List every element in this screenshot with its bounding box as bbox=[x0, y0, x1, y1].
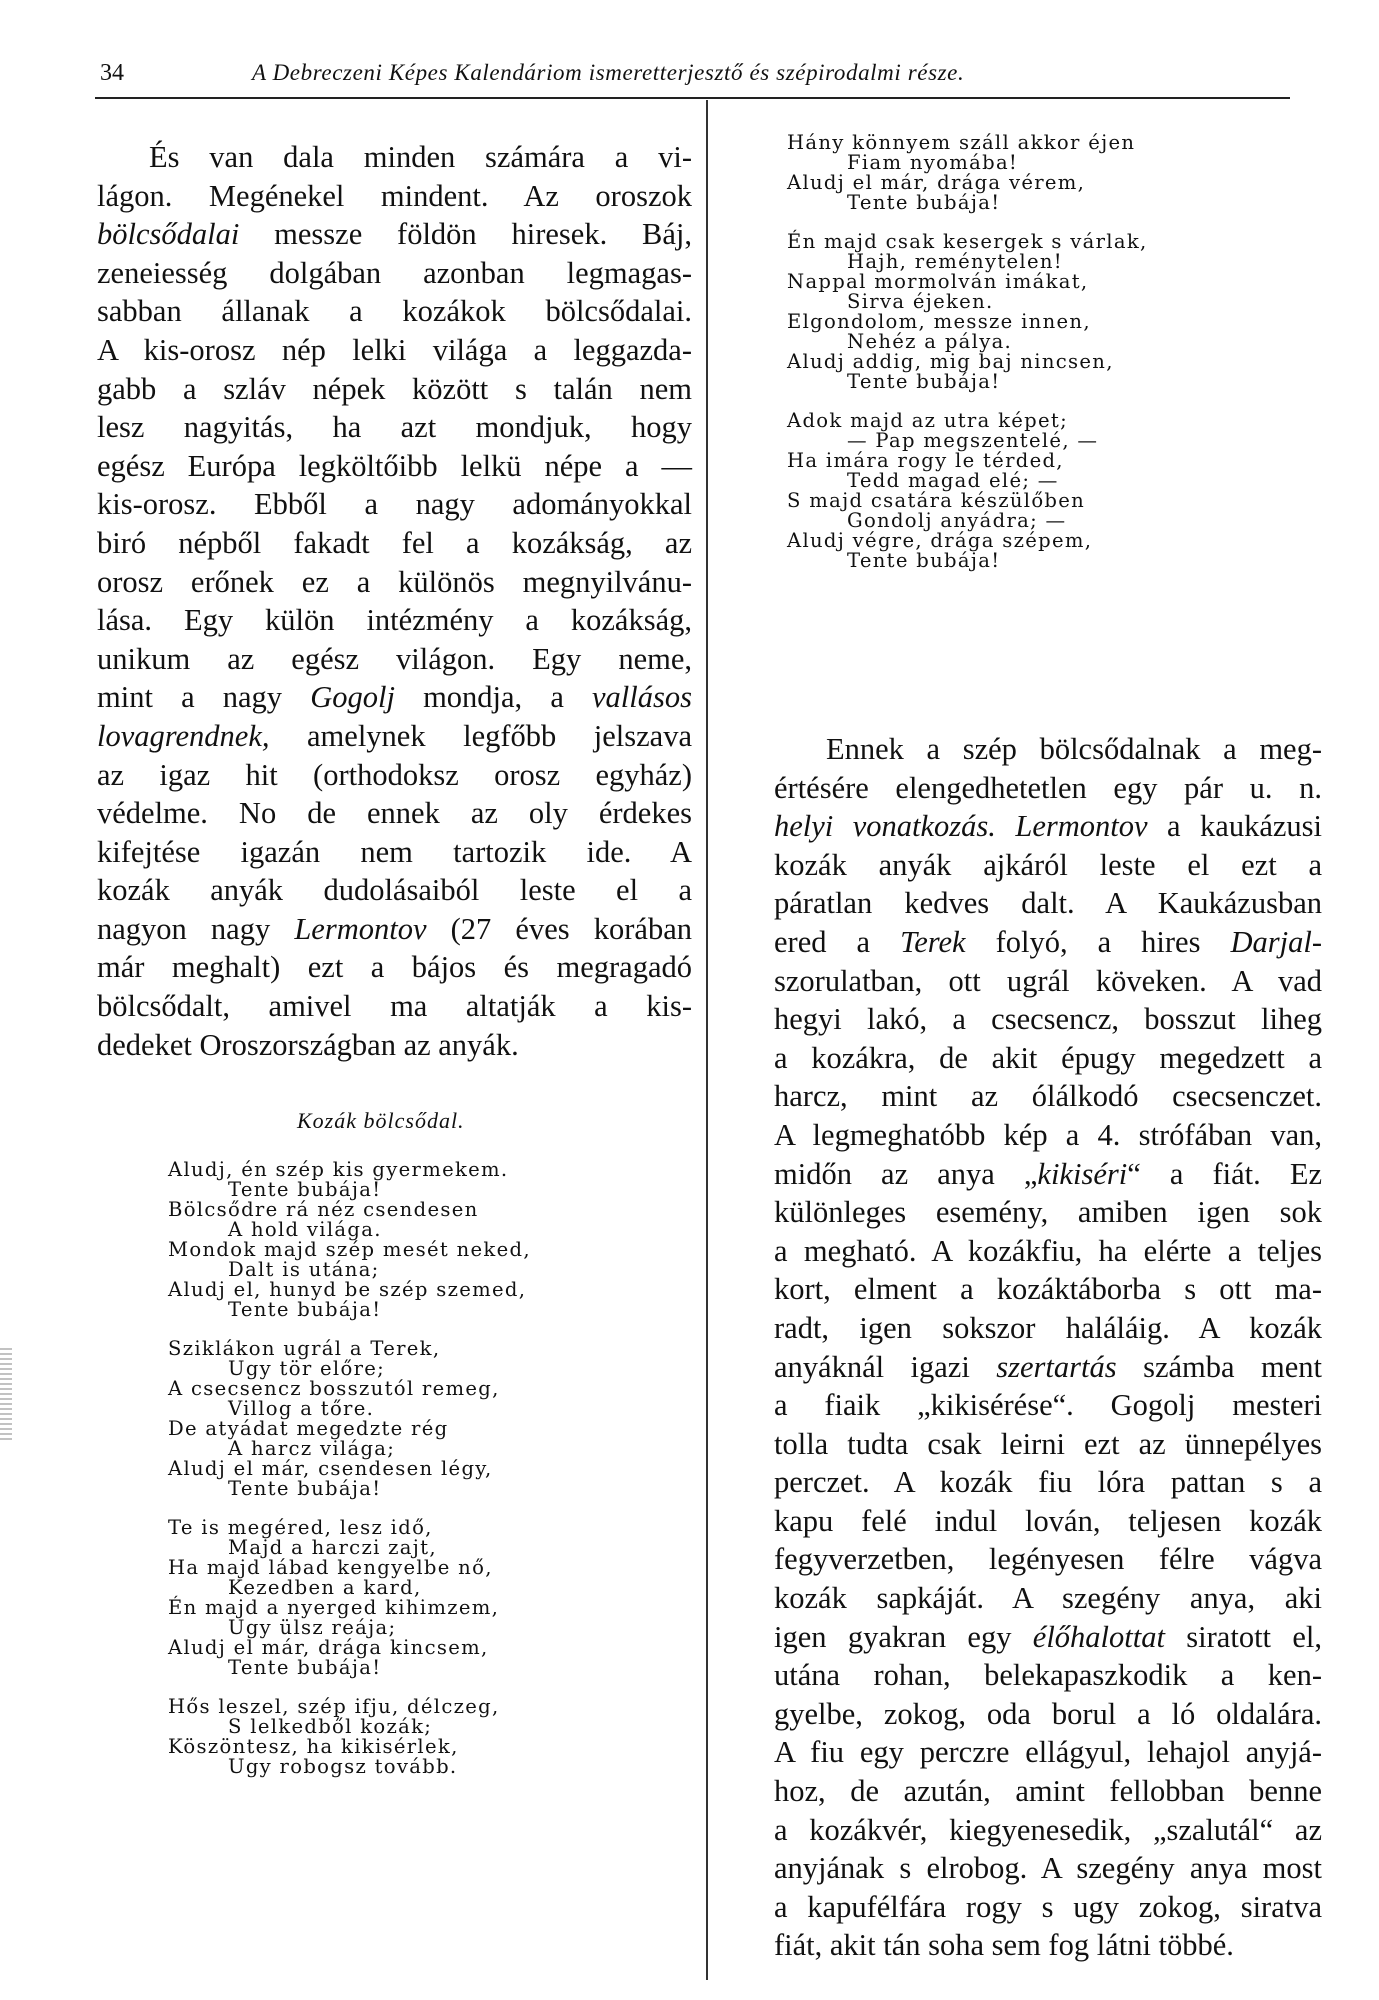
text-line bbox=[774, 1193, 1322, 1232]
text-line bbox=[97, 871, 692, 910]
text-line bbox=[97, 1026, 692, 1065]
text-run: tolla tudta csak leirni ezt az ünnepélyes bbox=[774, 1426, 1322, 1461]
poem-line: Elgondolom, messze innen, bbox=[787, 310, 1091, 333]
text-line bbox=[774, 1000, 1322, 1039]
text-run: a megható. A kozákfiu, ha elérte a teljes bbox=[774, 1233, 1322, 1268]
poem-line: Sirva éjeken. bbox=[847, 290, 994, 313]
text-line bbox=[774, 884, 1322, 923]
poem-line: Hős leszel, szép ifju, délczeg, bbox=[168, 1695, 500, 1718]
text-line bbox=[774, 846, 1322, 885]
left-column-text bbox=[97, 138, 692, 1064]
italic-run: szertartás bbox=[996, 1349, 1117, 1384]
poem-line: Majd a harczi zajt, bbox=[228, 1536, 437, 1559]
poem-line: Tente bubája! bbox=[228, 1656, 382, 1679]
text-line bbox=[774, 1733, 1322, 1772]
poem-line: A hold világa. bbox=[228, 1218, 382, 1241]
poem-line: Tente bubája! bbox=[228, 1178, 382, 1201]
running-title: A Debreczeni Képes Kalendáriom ismeretterjesztő és szépirodalmi része. bbox=[252, 60, 965, 85]
text-run: a kozákra, de akit épugy megedzett a bbox=[774, 1040, 1322, 1075]
text-line bbox=[97, 447, 692, 486]
poem-line: Nappal mormolván imákat, bbox=[787, 270, 1089, 293]
text-run: a kapufélfára rogy s ugy zokog, siratva bbox=[774, 1889, 1322, 1924]
poem-line: Tedd magad elé; — bbox=[847, 469, 1059, 492]
text-line bbox=[774, 1425, 1322, 1464]
text-run: igen gyakran egy bbox=[774, 1619, 1033, 1654]
poem-left-column bbox=[168, 1160, 531, 1796]
poem-stanza bbox=[168, 1518, 531, 1678]
text-run: kapu felé indul lován, teljesen kozák bbox=[774, 1503, 1322, 1538]
text-run: radt, igen sokszor haláláig. A kozák bbox=[774, 1310, 1322, 1345]
poem-line: Bölcsődre rá néz csendesen bbox=[168, 1198, 479, 1221]
text-run: hegyi lakó, a csecsencz, bosszut liheg bbox=[774, 1002, 1322, 1037]
text-run: kozák anyák dudolásaiból leste el a bbox=[97, 873, 692, 908]
text-line bbox=[774, 1579, 1322, 1618]
italic-run: kikiséri bbox=[1037, 1156, 1128, 1191]
text-run: fiát, akit tán soha sem fog látni többé. bbox=[774, 1928, 1234, 1963]
poem-line: Köszöntesz, ha kikisérlek, bbox=[168, 1735, 459, 1758]
poem-line: — Pap megszentelé, — bbox=[847, 429, 1099, 452]
text-run: kis-orosz. Ebből a nagy adományokkal bbox=[97, 487, 692, 522]
column-divider bbox=[706, 100, 708, 1980]
poem-line: A csecsencz bosszutól remeg, bbox=[168, 1377, 500, 1400]
text-run: (27 éves korában bbox=[426, 911, 692, 946]
text-run: anyjának s elrobog. A szegény anya most bbox=[774, 1851, 1322, 1886]
italic-run: Gogolj bbox=[310, 680, 395, 715]
text-line bbox=[97, 408, 692, 447]
poem-line: Aludj el már, csendesen légy, bbox=[168, 1457, 493, 1480]
text-line bbox=[97, 138, 692, 177]
scan-artifact bbox=[0, 1345, 12, 1440]
poem-stanza bbox=[787, 133, 1148, 213]
text-line bbox=[774, 1849, 1322, 1888]
poem-line: Villog a tőre. bbox=[228, 1397, 375, 1420]
text-line bbox=[774, 1888, 1322, 1927]
text-run: lágon. Megénekel mindent. Az oroszok bbox=[97, 178, 692, 213]
text-run: páratlan kedves dalt. A Kaukázusban bbox=[774, 886, 1322, 921]
text-run: A legmeghatóbb kép a 4. strófában van, bbox=[774, 1117, 1322, 1152]
text-run: hoz, de azután, amint fellobban benne bbox=[774, 1774, 1322, 1809]
text-run: orosz erőnek ez a különös megnyilvánu- bbox=[97, 564, 692, 599]
text-line bbox=[774, 923, 1322, 962]
poem-line: Ugy robogsz tovább. bbox=[228, 1755, 458, 1778]
text-run: mint a nagy bbox=[97, 680, 311, 715]
poem-line: Aludj végre, drága szépem, bbox=[787, 529, 1093, 552]
text-run: már meghalt) ezt a bájos és megragadó bbox=[97, 950, 692, 985]
poem-stanza bbox=[168, 1160, 531, 1320]
text-run: utána rohan, belekapaszkodik a ken- bbox=[774, 1658, 1322, 1693]
text-run: kort, elment a kozáktáborba s ott ma- bbox=[774, 1272, 1322, 1307]
text-line bbox=[774, 1116, 1322, 1155]
text-line bbox=[97, 678, 692, 717]
poem-line: Aludj el, hunyd be szép szemed, bbox=[168, 1278, 527, 1301]
text-run: amelynek legfőbb jelszava bbox=[269, 718, 692, 753]
text-run: A fiu egy perczre ellágyul, lehajol anyjá- bbox=[774, 1735, 1322, 1770]
poem-line: A harcz világa; bbox=[228, 1437, 396, 1460]
text-line bbox=[774, 1309, 1322, 1348]
right-column-text bbox=[774, 730, 1322, 1965]
text-line bbox=[97, 948, 692, 987]
poem-line: Ugy tör előre; bbox=[228, 1357, 386, 1380]
italic-run: élőhalottat bbox=[1032, 1619, 1165, 1654]
text-line bbox=[97, 370, 692, 409]
text-line bbox=[97, 794, 692, 833]
text-line bbox=[774, 1077, 1322, 1116]
text-run: gabb a szláv népek között s talán nem bbox=[97, 371, 692, 406]
poem-line: Én majd a nyerged kihimzem, bbox=[168, 1596, 500, 1619]
text-run: védelme. No de ennek az oly érdekes bbox=[97, 796, 692, 831]
poem-line: Mondok majd szép mesét neked, bbox=[168, 1238, 531, 1261]
poem-line: S majd csatára készülőben bbox=[787, 489, 1086, 512]
text-line bbox=[97, 177, 692, 216]
poem-line: Adok majd az utra képet; bbox=[787, 409, 1068, 432]
text-run: a kaukázusi bbox=[1147, 809, 1322, 844]
poem-line: S lelkedből kozák; bbox=[228, 1715, 433, 1738]
poem-line: Sziklákon ugrál a Terek, bbox=[168, 1337, 441, 1360]
poem-line: Aludj el már, drága vérem, bbox=[787, 171, 1086, 194]
text-run: midőn az anya „ bbox=[774, 1156, 1038, 1191]
poem-line: Kezedben a kard, bbox=[228, 1576, 422, 1599]
text-run: zeneiesség dolgában azonban legmagas- bbox=[97, 255, 692, 290]
text-line bbox=[97, 563, 692, 602]
text-line bbox=[774, 1232, 1322, 1271]
page-number: 34 bbox=[100, 60, 124, 86]
header-bar bbox=[100, 60, 1285, 96]
poem-line: Hajh, reménytelen! bbox=[847, 250, 1063, 273]
text-run: szorulatban, ott ugrál köveken. A vad bbox=[774, 963, 1322, 998]
italic-run: bölcsődalai bbox=[97, 217, 240, 252]
poem-line: Hány könnyem száll akkor éjen bbox=[787, 131, 1136, 154]
text-line bbox=[774, 1656, 1322, 1695]
text-line bbox=[97, 640, 692, 679]
text-run: unikum az egész világon. Egy neme, bbox=[97, 641, 692, 676]
poem-line: Én majd csak kesergek s várlak, bbox=[787, 230, 1148, 253]
text-line bbox=[774, 962, 1322, 1001]
text-line bbox=[774, 769, 1322, 808]
text-run: A kis-orosz nép lelki világa a leggazda- bbox=[97, 332, 692, 367]
text-run: kozák sapkáját. A szegény anya, aki bbox=[774, 1581, 1322, 1616]
poem-line: Aludj el már, drága kincsem, bbox=[168, 1636, 489, 1659]
text-line bbox=[97, 910, 692, 949]
poem-stanza bbox=[168, 1697, 531, 1777]
poem-line: Tente bubája! bbox=[847, 549, 1001, 572]
poem-stanza bbox=[168, 1339, 531, 1499]
text-run: messze földön hiresek. Báj, bbox=[239, 217, 692, 252]
text-run: sabban állanak a kozákok bölcsődalai. bbox=[97, 294, 692, 329]
text-line bbox=[774, 1463, 1322, 1502]
text-line bbox=[97, 485, 692, 524]
italic-run: Lermontov bbox=[294, 911, 427, 946]
text-run: gyelbe, zokog, oda borul a ló oldalára. bbox=[774, 1696, 1322, 1731]
text-run: “ a fiát. Ez bbox=[1127, 1156, 1322, 1191]
text-run: a fiaik „kikisérése“. Gogolj mesteri bbox=[774, 1388, 1322, 1423]
text-run: mondja, a bbox=[394, 680, 593, 715]
text-line bbox=[774, 1348, 1322, 1387]
text-line bbox=[774, 1039, 1322, 1078]
poem-line: Te is megéred, lesz idő, bbox=[168, 1516, 433, 1539]
poem-line: Tente bubája! bbox=[847, 370, 1001, 393]
text-run: fegyverzetben, legényesen félre vágva bbox=[774, 1542, 1322, 1577]
poem-right-column bbox=[787, 133, 1148, 590]
poem-line: Tente bubája! bbox=[228, 1477, 382, 1500]
text-line bbox=[97, 292, 692, 331]
text-run: lása. Egy külön intézmény a kozákság, bbox=[97, 603, 692, 638]
poem-line: De atyádat megedzte rég bbox=[168, 1417, 449, 1440]
text-line bbox=[97, 254, 692, 293]
text-line bbox=[774, 1386, 1322, 1425]
italic-run: vallásos bbox=[592, 680, 692, 715]
text-line bbox=[774, 1155, 1322, 1194]
text-line bbox=[97, 331, 692, 370]
poem-line: Nehéz a pálya. bbox=[847, 330, 1013, 353]
text-run: egész Európa legköltőibb lelkü népe a — bbox=[97, 448, 692, 483]
text-run: biró népből fakadt fel a kozákság, az bbox=[97, 525, 692, 560]
poem-line: Ha majd lábad kengyelbe nő, bbox=[168, 1556, 493, 1579]
text-line bbox=[97, 717, 692, 756]
text-line bbox=[774, 1811, 1322, 1850]
text-run: az igaz hit (orthodoksz orosz egyház) bbox=[97, 757, 692, 792]
text-line bbox=[774, 730, 1322, 769]
text-run: különleges esemény, amiben igen sok bbox=[774, 1195, 1322, 1230]
text-run: Ennek a szép bölcsődalnak a meg- bbox=[826, 732, 1322, 766]
poem-line: Ha imára rogy le térded, bbox=[787, 449, 1064, 472]
text-run: értésére elengedhetetlen egy pár u. n. bbox=[774, 770, 1322, 805]
text-run: nagyon nagy bbox=[97, 911, 295, 946]
text-line bbox=[774, 1772, 1322, 1811]
text-line bbox=[774, 1540, 1322, 1579]
poem-line: Dalt is utána; bbox=[228, 1258, 380, 1281]
poem-stanza bbox=[787, 232, 1148, 392]
poem-line: Ugy ülsz reája; bbox=[228, 1616, 397, 1639]
italic-run: Darjal- bbox=[1230, 924, 1322, 959]
text-run: harcz, mint az ólálkodó csecsenczet. bbox=[774, 1079, 1322, 1114]
poem-line: Fiam nyomába! bbox=[847, 151, 1019, 174]
text-run: a kozákvér, kiegyenesedik, „szalutál“ az bbox=[774, 1812, 1322, 1847]
text-run: lesz nagyitás, ha azt mondjuk, hogy bbox=[97, 410, 692, 445]
text-run: És van dala minden számára a vi- bbox=[149, 140, 692, 174]
text-line bbox=[774, 1695, 1322, 1734]
text-run: dedeket Oroszországban az anyák. bbox=[97, 1027, 519, 1062]
text-run: számba ment bbox=[1116, 1349, 1322, 1384]
text-run: kozák anyák ajkáról leste el ezt a bbox=[774, 847, 1322, 882]
poem-line: Aludj addig, mig baj nincsen, bbox=[787, 350, 1114, 373]
italic-run: lovagrendnek, bbox=[97, 718, 270, 753]
poem-line: Tente bubája! bbox=[228, 1298, 382, 1321]
poem-line: Gondolj anyádra; — bbox=[847, 509, 1067, 532]
text-line bbox=[97, 215, 692, 254]
text-line bbox=[97, 524, 692, 563]
poem-line: Aludj, én szép kis gyermekem. bbox=[168, 1158, 509, 1181]
text-line bbox=[774, 807, 1322, 846]
poem-line: Tente bubája! bbox=[847, 191, 1001, 214]
text-line bbox=[97, 987, 692, 1026]
header-rule bbox=[95, 97, 1290, 99]
text-run: ered a bbox=[774, 924, 901, 959]
text-line bbox=[97, 756, 692, 795]
text-run: anyáknál igazi bbox=[774, 1349, 997, 1384]
italic-run: Terek bbox=[900, 924, 966, 959]
text-line bbox=[774, 1270, 1322, 1309]
text-line bbox=[774, 1502, 1322, 1541]
poem-title: Kozák bölcsődal. bbox=[297, 1108, 465, 1133]
italic-run: helyi vonatkozás. Lermontov bbox=[774, 809, 1148, 844]
text-run: bölcsődalt, amivel ma altatják a kis- bbox=[97, 989, 692, 1024]
text-run: perczet. A kozák fiu lóra pattan s a bbox=[774, 1465, 1322, 1500]
text-line bbox=[774, 1926, 1322, 1965]
text-line bbox=[774, 1618, 1322, 1657]
text-run: folyó, a hires bbox=[965, 924, 1231, 959]
text-line bbox=[97, 833, 692, 872]
text-run: kifejtése igazán nem tartozik ide. A bbox=[97, 834, 692, 869]
text-line bbox=[97, 601, 692, 640]
poem-stanza bbox=[787, 411, 1148, 571]
text-run: siratott el, bbox=[1164, 1619, 1322, 1654]
